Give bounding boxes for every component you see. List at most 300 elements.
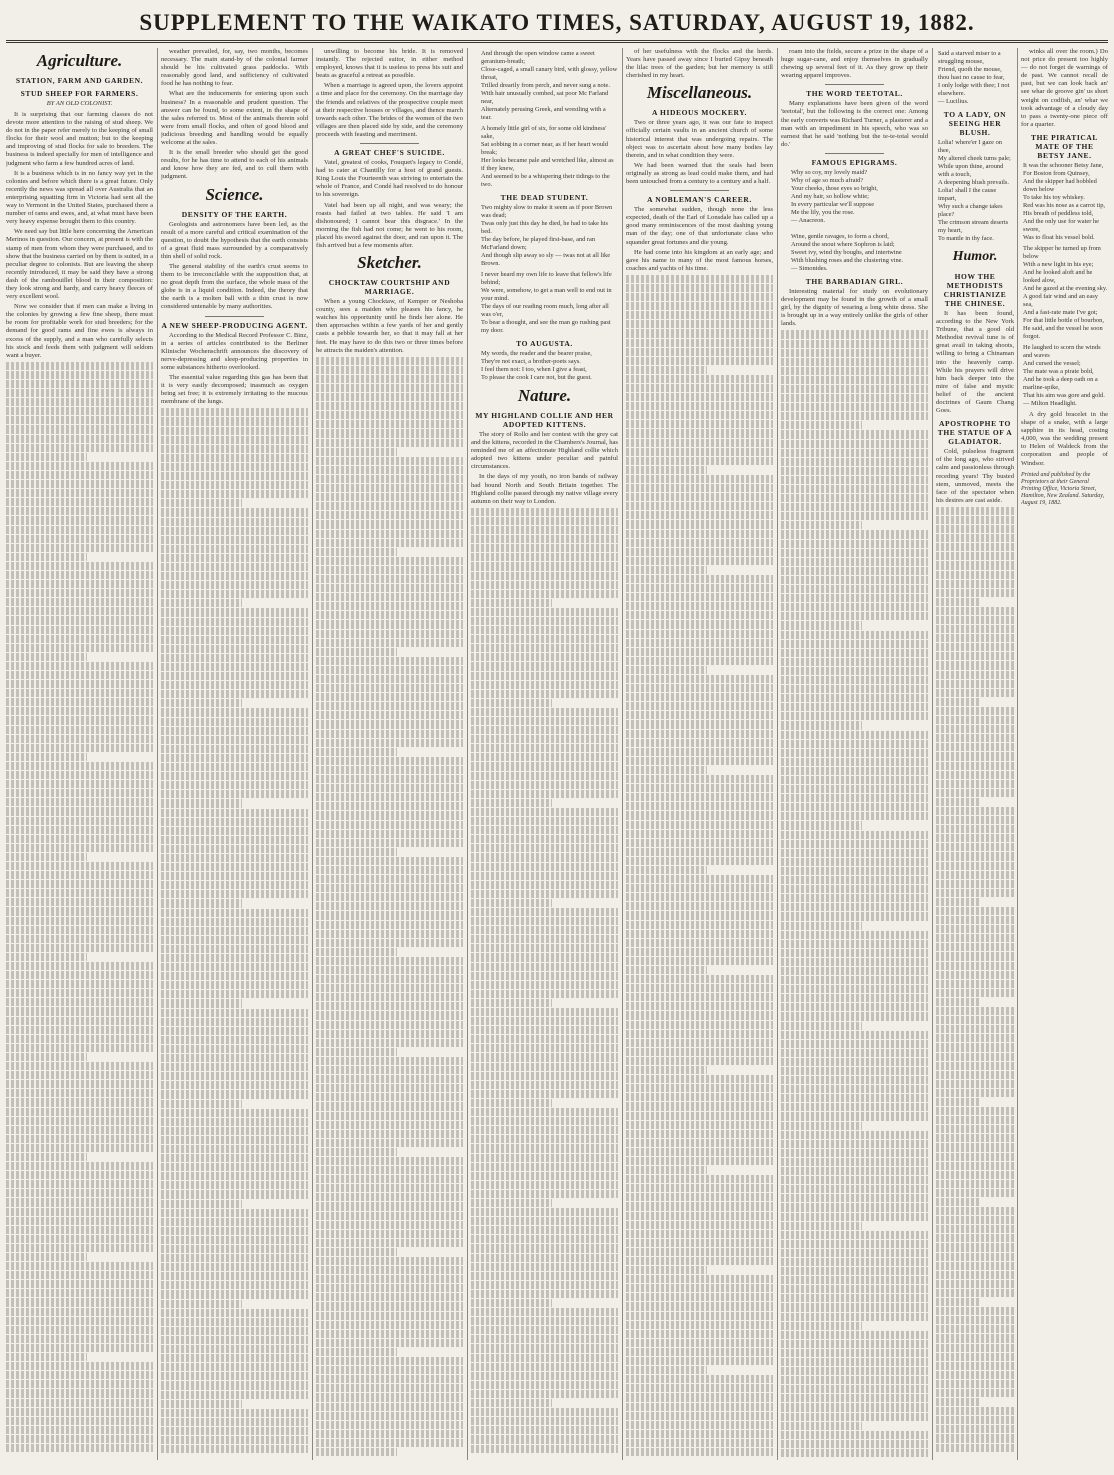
print-texture-line [6,780,153,788]
print-texture-line [471,672,618,680]
print-texture-line [626,1230,773,1238]
print-texture-line [6,798,153,806]
print-texture-line [471,835,618,843]
print-texture-line [471,1226,618,1234]
print-texture-line [161,718,308,726]
print-texture-line [6,571,153,579]
article-title-stud-sheep: STUD SHEEP FOR FARMERS. [20,89,139,98]
print-texture-line [781,1449,928,1457]
paragraph: unwilling to become his bride. It is removed instantly. The rejected suitor, in either method employed, knows that it is useless to press his suit and beats as graceful a retreat as possible. [316,48,463,80]
print-texture-line [936,943,1014,951]
print-texture-line [626,575,773,583]
print-texture-line [781,349,928,357]
print-texture-line [316,1148,397,1156]
print-texture-line [471,1217,618,1225]
print-texture-line [161,1200,242,1208]
print-texture-line [781,931,928,939]
print-texture-line [936,1180,1014,1188]
article-title-betsy-jane: THE PIRATICAL MATE OF THE BETSY JANE. [1030,132,1099,160]
print-texture-line [936,816,1014,824]
print-texture-line [316,784,463,792]
print-texture-line [471,617,618,625]
print-texture-line [936,971,1014,979]
print-texture-line [6,653,87,661]
print-texture-line [6,1007,153,1015]
article-title-nobleman: A NOBLEMAN'S CAREER. [647,195,752,205]
print-texture-line [781,849,928,857]
print-texture-line [6,562,153,570]
print-texture-line [936,898,979,906]
print-texture-line [471,562,618,570]
article-title-barbadian: THE BARBADIAN GIRL. [805,276,904,286]
print-texture-line [161,417,308,425]
print-texture-line [161,1172,308,1180]
print-texture-line [626,893,773,901]
print-texture-line [6,1017,153,1025]
print-texture-line [161,1391,308,1399]
print-texture-line [936,680,1014,688]
print-texture-line [626,993,773,1001]
article-title-sheep-agent: A NEW SHEEP-PRODUCING AGENT. [161,320,308,330]
print-texture-line [6,644,153,652]
print-texture-line [936,1444,1014,1452]
print-texture-line [161,499,242,507]
print-texture-line [936,1162,1014,1170]
print-texture-line [6,1098,153,1106]
poem-stanza: Lolia! where'er I gaze on thee, My altered cheek turns pale; While upon thine, around with a touch, A deepening blush prevails. Lolia! shall I the cause impart, Why such a change takes place? The crimson stream deserts my heart, To mantle in thy face. [938,139,1011,242]
print-texture-line [6,1271,153,1279]
print-texture-line [471,608,618,616]
print-texture-line [161,590,308,598]
print-texture-line [626,1430,773,1438]
print-texture-line [161,845,308,853]
print-texture-line [161,1063,308,1071]
article-title-epigrams: FAMOUS EPIGRAMS. [811,157,898,167]
print-texture-line [6,1262,153,1270]
print-texture-line [6,389,153,397]
print-texture-line [471,1344,618,1352]
print-texture-line [471,799,552,807]
print-texture-line [161,1145,308,1153]
print-texture-line [781,576,928,584]
print-texture-line [6,1035,153,1043]
print-texture-line [626,1366,707,1374]
print-texture-line [316,439,463,447]
paragraph: roam into the fields, secure a prize in the shape of a huge sugar-cane, and enjoy themselves in gradually chewing up several feet of it. As they grow up their wearing apparel improves. [781,48,928,80]
print-texture-line [626,1248,773,1256]
print-texture-line [936,1071,1014,1079]
print-texture-line [161,1218,308,1226]
print-texture-line [316,1212,463,1220]
print-texture-line [781,1422,862,1430]
print-texture-line [316,1384,463,1392]
print-texture-line [781,330,928,338]
print-texture-line [626,1121,773,1129]
print-texture-line [6,626,153,634]
print-texture-line [161,1263,308,1271]
print-texture-line [161,1445,308,1453]
print-texture-line [161,1118,308,1126]
print-texture-line [161,1336,308,1344]
print-texture-line [936,1253,1014,1261]
separator [670,190,729,191]
print-texture-line [626,702,773,710]
print-texture-line [316,702,463,710]
print-texture-line [626,293,773,301]
print-texture-line [936,1189,1014,1197]
print-texture-line [936,752,1014,760]
paragraph: The essential value regarding this gas has been that it is very easily decomposed; inasmuch as oxygen being set free; it is extremely irritating to the mucous membrane of the lungs. [161,374,308,406]
print-texture-line [936,925,1014,933]
section-heading-agriculture: Agriculture. [36,51,123,70]
print-texture-line [781,1294,928,1302]
print-texture-line [316,1275,463,1283]
print-texture-line [6,989,153,997]
article-title-augusta: TO AUGUSTA. [516,339,573,348]
print-texture-line [316,657,463,665]
print-texture-line [781,640,928,648]
print-texture-line [471,972,618,980]
print-texture-line [316,911,463,919]
print-texture-line [626,584,773,592]
print-texture-line [781,1394,928,1402]
print-texture-line [936,552,1014,560]
print-texture-line [6,480,153,488]
article-title-density: DENSITY OF THE EARTH. [181,209,288,219]
print-texture-line [936,561,1014,569]
poem-stanza: Two mighty slow to make it seem as if poor Brown was dead; Twas only just this day he died, he had to take his bed. The day before, he played first-base, and ran McFarland down; And though slip away so sly — twas not at all like Brown. [481,204,613,267]
print-texture-line [626,1357,773,1365]
print-texture-line [471,844,618,852]
print-texture-line [6,753,87,761]
print-texture-line [471,808,618,816]
column-5 [626,48,773,1460]
print-texture-line [471,735,618,743]
print-texture-line [936,807,1014,815]
print-texture-line [161,1409,308,1417]
print-texture-line [471,1272,618,1280]
article-title-gladiator: APOSTROPHE TO THE STATUE OF A GLADIATOR. [937,419,1013,447]
print-texture-line [471,1363,618,1371]
print-texture-line [316,420,463,428]
print-texture-line [6,917,153,925]
column-container [6,48,1108,1468]
print-texture-line [161,1072,308,1080]
print-texture-line [936,1362,1014,1370]
print-texture-line [936,907,1014,915]
print-texture-line [6,635,153,643]
print-texture-line [626,711,773,719]
print-texture-line [781,894,928,902]
print-texture-line [6,535,153,543]
print-texture-line [316,1293,463,1301]
print-texture-line [626,830,773,838]
print-texture-line [161,654,308,662]
print-texture-line [471,681,618,689]
text-block-continued [316,357,463,1456]
print-texture-line [316,857,463,865]
print-texture-line [626,302,773,310]
print-texture-line [316,1193,463,1201]
print-texture-line [781,1258,928,1266]
print-texture-line [6,1208,153,1216]
print-texture-line [781,803,928,811]
print-texture-line [781,740,928,748]
print-texture-line [6,607,153,615]
print-texture-line [161,790,308,798]
print-texture-line [936,1053,1014,1061]
print-texture-line [316,1312,463,1320]
print-texture-line [936,616,1014,624]
print-texture-line [6,1426,153,1434]
print-texture-line [781,1313,928,1321]
print-texture-line [781,1440,928,1448]
print-texture-line [781,612,928,620]
print-texture-line [626,1257,773,1265]
print-texture-line [316,711,463,719]
print-texture-line [161,699,242,707]
print-texture-line [626,1030,773,1038]
print-texture-line [781,694,928,702]
print-texture-line [316,866,463,874]
print-texture-line [316,1339,463,1347]
print-texture-line [471,999,552,1007]
print-texture-line [6,662,153,670]
print-texture-line [471,1290,618,1298]
print-texture-line [161,545,308,553]
column-rule [467,48,468,1460]
article-title-methodists: HOW THE METHODISTS CHRISTIANIZE THE CHINESE. [943,272,1007,308]
print-texture-line [6,444,153,452]
print-texture-line [626,748,773,756]
print-texture-line [781,440,928,448]
print-texture-line [471,1008,618,1016]
paragraph: winks all over the room.) Do not price do present too highly — do not forget de warnings of de past. We cannot recall de past, but we can look back an' see whar de groove gin' us short weight on codfish, an' whar we took advantage of a cloudy day to pass a twenty-one piece off for a quarter. [1021,48,1108,128]
print-texture-line [936,1243,1014,1251]
print-texture-line [781,1276,928,1284]
printer-imprint: Printed and published by the Proprietors at their General Printing Office, Victoria Street, Hamilton, New Zealand. Saturday, August 19, 1882. [1021,471,1105,506]
paragraph: Many explanations have been given of the word 'teetotal', but the following is the correct one: Among the early converts was Richard Turner, a plasterer and a man with an impediment in his speech, who was so earnest that he said 'nothing but the te-te-total would do.' [781,100,928,148]
poem-stanza: Said a starved miser to a struggling mouse, Friend, quoth the mouse, thou hast no cause to fear, I only lodge with thee; I not elsewhere. — Lucilius. [938,50,1010,105]
print-texture-line [316,1348,397,1356]
article-title-teetotal: THE WORD TEETOTAL. [806,89,903,99]
print-texture-line [626,866,707,874]
print-texture-line [316,1375,463,1383]
print-texture-line [316,1230,463,1238]
print-texture-line [936,580,1014,588]
print-texture-line [936,852,1014,860]
print-texture-line [936,1043,1014,1051]
print-texture-line [316,821,463,829]
paragraph: A dry gold bracelet in the shape of a snake, with a large sapphire in its head, costing 4,000, was the wedding present to Helen of Waldeck from the corporation and people of Windsor. [1021,410,1108,467]
print-texture-line [316,775,463,783]
poem-stanza: A homely little girl of six, for some old kindness' sake, Sat sobbing in a corner near, as if her heart would break; Her looks became pale and wretched like, almost as if they knew, And seemed to be a whispering their tidings to the two. [481,125,614,188]
print-texture-line [626,1021,773,1029]
print-texture-line [626,766,707,774]
print-texture-line [781,985,928,993]
print-texture-line [161,572,308,580]
print-texture-line [626,1093,773,1101]
print-texture-line [936,743,1014,751]
print-texture-line [626,957,773,965]
text-block-continued [6,362,153,1452]
print-texture-line [781,1031,928,1039]
print-texture-line [936,989,1014,997]
print-texture-line [471,1172,618,1180]
print-texture-line [626,439,773,447]
print-texture-line [6,498,153,506]
print-texture-line [471,1426,618,1434]
print-texture-line [626,948,773,956]
print-texture-line [6,726,153,734]
print-texture-line [781,1158,928,1166]
print-texture-line [161,736,308,744]
paragraph: It is surprising that our farming classes do not devote more attention to the raising of stud sheep. We do not in the paper refer merely to the keeping of small flocks for their wool and mutton; but to the keeping and improving of stud flocks for sale to breeders. The business is indeed specially for men of intelligence and judgment who farm a few hundred acres of land. [6,111,153,167]
print-texture-line [316,1448,397,1456]
print-texture-line [6,1444,153,1452]
print-texture-line [316,1330,463,1338]
print-texture-line [161,945,308,953]
print-texture-line [6,1389,153,1397]
print-texture-line [936,1007,1014,1015]
print-texture-line [6,1371,153,1379]
print-texture-line [626,620,773,628]
print-texture-line [471,1281,618,1289]
separator [360,143,419,144]
print-texture-line [161,1372,308,1380]
text-block-continued [936,507,1014,1452]
print-texture-line [781,385,928,393]
print-texture-line [471,1335,618,1343]
print-texture-line [316,930,463,938]
print-texture-line [6,889,153,897]
print-texture-line [781,603,928,611]
print-texture-line [626,1312,773,1320]
print-texture-line [626,384,773,392]
paragraph: We had been warned that the seals had been originally as strong as lead could make them, and had been untouched from a century to a century and a half. [626,161,773,186]
print-texture-line [316,384,463,392]
print-texture-line [6,971,153,979]
print-texture-line [471,1372,618,1380]
print-texture-line [161,936,308,944]
print-texture-line [471,1144,618,1152]
print-texture-line [161,809,308,817]
print-texture-line [781,1122,862,1130]
paragraph: When a marriage is agreed upon, the lovers appoint a time and place for the ceremony. On the marriage day the friends and relatives of the prospective couple meet at their respective houses or villages, and thence march towards each other. The brides of the women of the two villages are then placed side by side, and the ceremony proceeds with feasting and merriment. [316,82,463,138]
print-texture-line [6,1089,153,1097]
print-texture-line [936,1307,1014,1315]
print-texture-line [161,1300,242,1308]
print-texture-line [471,944,618,952]
print-texture-line [471,653,618,661]
print-texture-line [161,1100,242,1108]
paragraph: What are the inducements for entering upon such business? In a reasonable and prudent question. The answer can be found, to some extent, in the shape of the sales referred to. Most of the animals therein sold were from small flocks, and often of good blood and judicious breeding and handling would be equally welcome at the sales. [161,90,308,147]
print-texture-line [626,357,773,365]
print-texture-line [626,1202,773,1210]
print-texture-line [936,834,1014,842]
paragraph: The somewhat sudden, though none the less expected, death of the Earl of Lonsdale has called up a good many reminiscences of the most dashing young man of the day; one of that unfortunate class who squander great fortunes and die young. [626,206,773,246]
print-texture-line [6,698,153,706]
print-texture-line [316,1084,463,1092]
print-texture-line [626,1284,773,1292]
print-texture-line [471,1190,618,1198]
print-texture-line [6,1062,153,1070]
print-texture-line [936,1289,1014,1297]
column-rule [622,48,623,1460]
print-texture-line [316,429,463,437]
print-texture-line [936,1380,1014,1388]
print-texture-line [316,811,463,819]
print-texture-line [936,1134,1014,1142]
print-texture-line [626,320,773,328]
print-texture-line [6,689,153,697]
print-texture-line [626,1448,773,1456]
print-texture-line [471,899,552,907]
print-texture-line [316,484,463,492]
paragraph: Vatel, greatest of cooks, Fouquet's legacy to Condé, had to cater at Chantilly for a host of grand guests. King Louis the Fourteenth was striving to entertain the whole of France, and Condé had resolved to do honour to his sovereign. [316,159,463,199]
print-texture-line [936,1207,1014,1215]
section-heading-miscellaneous: Miscellaneous. [646,83,753,103]
print-texture-line [161,1345,308,1353]
print-texture-line [471,1254,618,1262]
print-texture-line [781,1058,928,1066]
print-texture-line [471,1117,618,1125]
print-texture-line [161,954,308,962]
print-texture-line [626,930,773,938]
poem-stanza: My words, the reader and the bearer praise, They're not exact, a brother-poets says. I feel them not: I too, when I give a feast, To please the cook I care not, but the guest. [481,350,592,381]
print-texture-line [626,566,707,574]
print-texture-line [161,990,308,998]
print-texture-line [316,757,463,765]
masthead [6,6,1108,43]
print-texture-line [936,707,1014,715]
print-texture-line [781,1231,928,1239]
print-texture-line [471,644,618,652]
poem-stanza: It was the schooner Betsy Jane, For Boston from Quinsey, And the skipper had hobbled down below To take his toy whiskey. Red was his nose as a carrot tip, His breath of peddless told, And the only use for water he swore, Was to float his vessel bold. [1023,161,1105,241]
section-heading-nature: Nature. [517,386,572,405]
print-texture-line [781,1403,928,1411]
print-texture-line [936,716,1014,724]
print-texture-line [936,1298,979,1306]
print-texture-line [316,1239,463,1247]
print-texture-line [781,367,928,375]
masthead-title: SUPPLEMENT TO THE WAIKATO TIMES, SATURDAY, AUGUST 19, 1882. [139,10,975,35]
print-texture-line [471,872,618,880]
print-texture-line [161,436,308,444]
print-texture-line [316,848,397,856]
print-texture-line [161,754,308,762]
print-texture-line [936,1098,979,1106]
print-texture-line [781,1194,928,1202]
print-texture-line [471,1072,618,1080]
print-texture-line [6,553,87,561]
paragraph: He had come into his kingdom at an early age; and gave his name to many of the most famous horses, coaches and yachts of his time. [626,248,773,272]
print-texture-line [316,1166,463,1174]
print-texture-line [6,1317,153,1325]
print-texture-line [781,1385,928,1393]
print-texture-line [471,1026,618,1034]
print-texture-line [936,1280,1014,1288]
print-texture-line [781,1222,862,1230]
print-texture-line [626,1302,773,1310]
print-texture-line [781,812,928,820]
print-texture-line [626,530,773,538]
print-texture-line [6,898,153,906]
print-texture-line [161,1318,308,1326]
print-texture-line [471,817,618,825]
print-texture-line [471,1163,618,1171]
print-texture-line [781,621,862,629]
